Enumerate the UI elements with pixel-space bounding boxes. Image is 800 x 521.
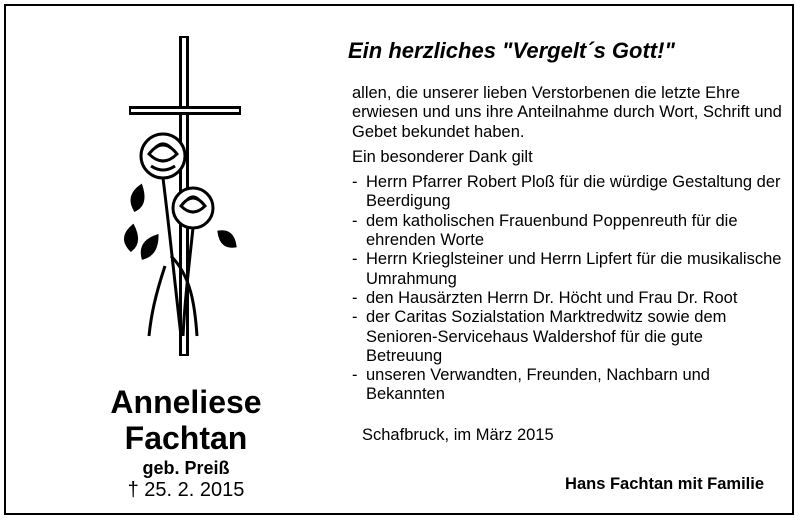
death-date: † 25. 2. 2015 (127, 479, 245, 501)
notice-body (352, 84, 782, 405)
list-item: - der Caritas Sozialstation Marktredwitz sowie dem Senioren-Servicehaus Waldershof für die gute Betreuung (352, 308, 727, 365)
list-item-text: den Hausärzten Herrn Dr. Höcht und Frau Dr. Root (366, 288, 738, 307)
notice-title: Ein herzliches "Vergelt´s Gott!" (348, 38, 675, 63)
list-item: - den Hausärzten Herrn Dr. Höcht und Frau Dr. Root (352, 288, 738, 307)
list-item-text: dem katholischen Frauenbund Poppenreuth für die ehrenden Worte (366, 211, 738, 250)
notice-intro: allen, die unserer lieben Verstorbenen die letzte Ehre erwiesen und uns ihre Anteilnahme durch Wort, Schrift und Gebet bekundet haben. (352, 84, 782, 141)
place-date: Schafbruck, im März 2015 (362, 426, 554, 444)
list-item-text: Herrn Pfarrer Robert Ploß für die würdige Gestaltung der Beerdigung (366, 173, 781, 211)
cross-with-roses-icon (111, 36, 251, 376)
thanks-list (352, 173, 782, 405)
deceased-first-name: Anneliese (110, 384, 262, 420)
thanks-heading: Ein besonderer Dank gilt (352, 147, 533, 166)
list-item: - dem katholischen Frauenbund Poppenreuth für die ehrenden Worte (352, 211, 738, 250)
signature: Hans Fachtan mit Familie (565, 475, 764, 493)
list-item-text: Herrn Krieglsteiner und Herrn Lipfert für die musikalische Umrahmung (366, 250, 782, 288)
list-item: - unseren Verwandten, Freunden, Nachbarn und Bekannten (352, 366, 710, 404)
list-item: - Herrn Krieglsteiner und Herrn Lipfert für die musikalische Umrahmung (352, 250, 782, 288)
list-item: - Herrn Pfarrer Robert Ploß für die würdige Gestaltung der Beerdigung (352, 173, 781, 211)
list-item-text: unseren Verwandten, Freunden, Nachbarn und Bekannten (366, 366, 710, 404)
list-item-text: der Caritas Sozialstation Marktredwitz sowie dem Senioren-Servicehaus Waldershof für die gute Betreuung (366, 308, 727, 365)
birth-name: geb. Preiß (142, 458, 230, 478)
obituary-notice (4, 4, 794, 515)
deceased-last-name: Fachtan (124, 420, 248, 456)
